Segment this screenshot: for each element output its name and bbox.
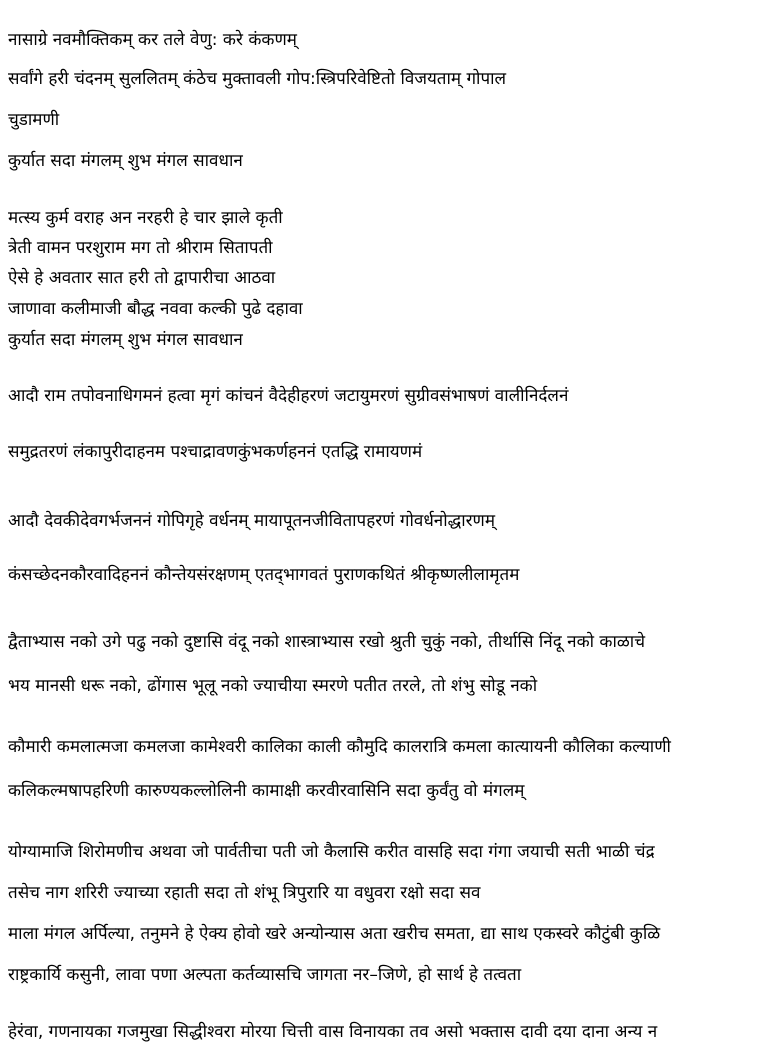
verse-line: माला मंगल अर्पिल्या, तनुमने हे ऐक्य होवो खरे अन्योन्यास अता खरीच समता, द्या साथ एकस्वरे कौटुंबी कुळि xyxy=(8,924,661,944)
verse-line: कलिकल्मषापहरिणी कारुण्यकल्लोलिनी कामाक्षी करवीरवासिनि सदा कुर्वंतु वो मंगलम् xyxy=(8,781,525,801)
verse-line: राष्ट्रकार्यि कसुनी, लावा पणा अल्पता कर्तव्यासचि जागता नर–जिणे, हो सार्थ हे तत्वता xyxy=(8,965,522,985)
verse-line: कौमारी कमलात्मजा कमलजा कामेश्वरी कालिका काली कौमुदि कालरात्रि कमला कात्यायनी कौलिका कल्याणी xyxy=(8,737,671,757)
verse-line: कंसच्छेदनकौरवादिहननं कौन्तेयसंरक्षणम् एतद्‌भागवतं पुराणकथितं श्रीकृष्णलीलामृतम xyxy=(8,565,520,585)
verse-line: तसेच नाग शरिरी ज्याच्या रहाती सदा तो शंभू त्रिपुरारि या वधुवरा रक्षो सदा सव xyxy=(8,883,481,903)
verse-line: चुडामणी xyxy=(8,110,60,130)
verse-line: हेरंवा, गणनायका गजमुखा सिद्धीश्वरा मोरया चित्ती वास विनायका तव असो भक्तास दावी दया दाना अन्य न xyxy=(8,1022,658,1042)
verse-line: मत्स्य कुर्म वराह अन नरहरी हे चार झाले कृती xyxy=(8,208,283,228)
verse-line: नासाग्रे नवमौक्तिकम् कर तले वेणु: करे कंकणम् xyxy=(8,30,297,50)
verse-line: सर्वांगे हरी चंदनम् सुललितम् कंठेच मुक्तावली गोप:स्त्रिपरिवेष्टितो विजयताम् गोपाल xyxy=(8,69,507,89)
verse-line: त्रेती वामन परशुराम मग तो श्रीराम सितापती xyxy=(8,238,273,258)
verse-line: जाणावा कलीमाजी बौद्ध नववा कल्की पुढे दहावा xyxy=(8,299,303,319)
verse-line: समुद्रतरणं लंकापुरीदाहनम पश्चाद्रावणकुंभकर्णहननं एतद्धि रामायणमं xyxy=(8,442,423,462)
verse-line: आदौ राम तपोवनाधिगमनं हत्वा मृगं कांचनं वैदेहीहरणं जटायुमरणं सुग्रीवसंभाषणं वालीनिर्दलनं xyxy=(8,386,569,406)
verse-line: ऐसे हे अवतार सात हरी तो द्वापारीचा आठवा xyxy=(8,268,276,288)
verse-line: आदौ देवकीदेवगर्भजननं गोपिगृहे वर्धनम् मायापूतनजीवितापहरणं गोवर्धनोद्धारणम् xyxy=(8,511,496,531)
verse-line: योग्यामाजि शिरोमणीच अथवा जो पार्वतीचा पती जो कैलासि करीत वासहि सदा गंगा जयाची सती भाळी चंद्र xyxy=(8,842,655,862)
verse-line: भय मानसी धरू नको, ढोंगास भूलू नको ज्याचीया स्मरणे पतीत तरले, तो शंभु सोडू नको xyxy=(8,676,538,696)
verse-line: कुर्यात सदा मंगलम् शुभ मंगल सावधान xyxy=(8,151,243,171)
verse-line: द्वैताभ्यास नको उगे पढु नको दुष्टासि वंदू नको शास्त्राभ्यास रखो श्रुती चुकुं नको, तीर्थासि निंदू नको काळाचे xyxy=(8,632,646,652)
verse-line: कुर्यात सदा मंगलम् शुभ मंगल सावधान xyxy=(8,330,243,350)
